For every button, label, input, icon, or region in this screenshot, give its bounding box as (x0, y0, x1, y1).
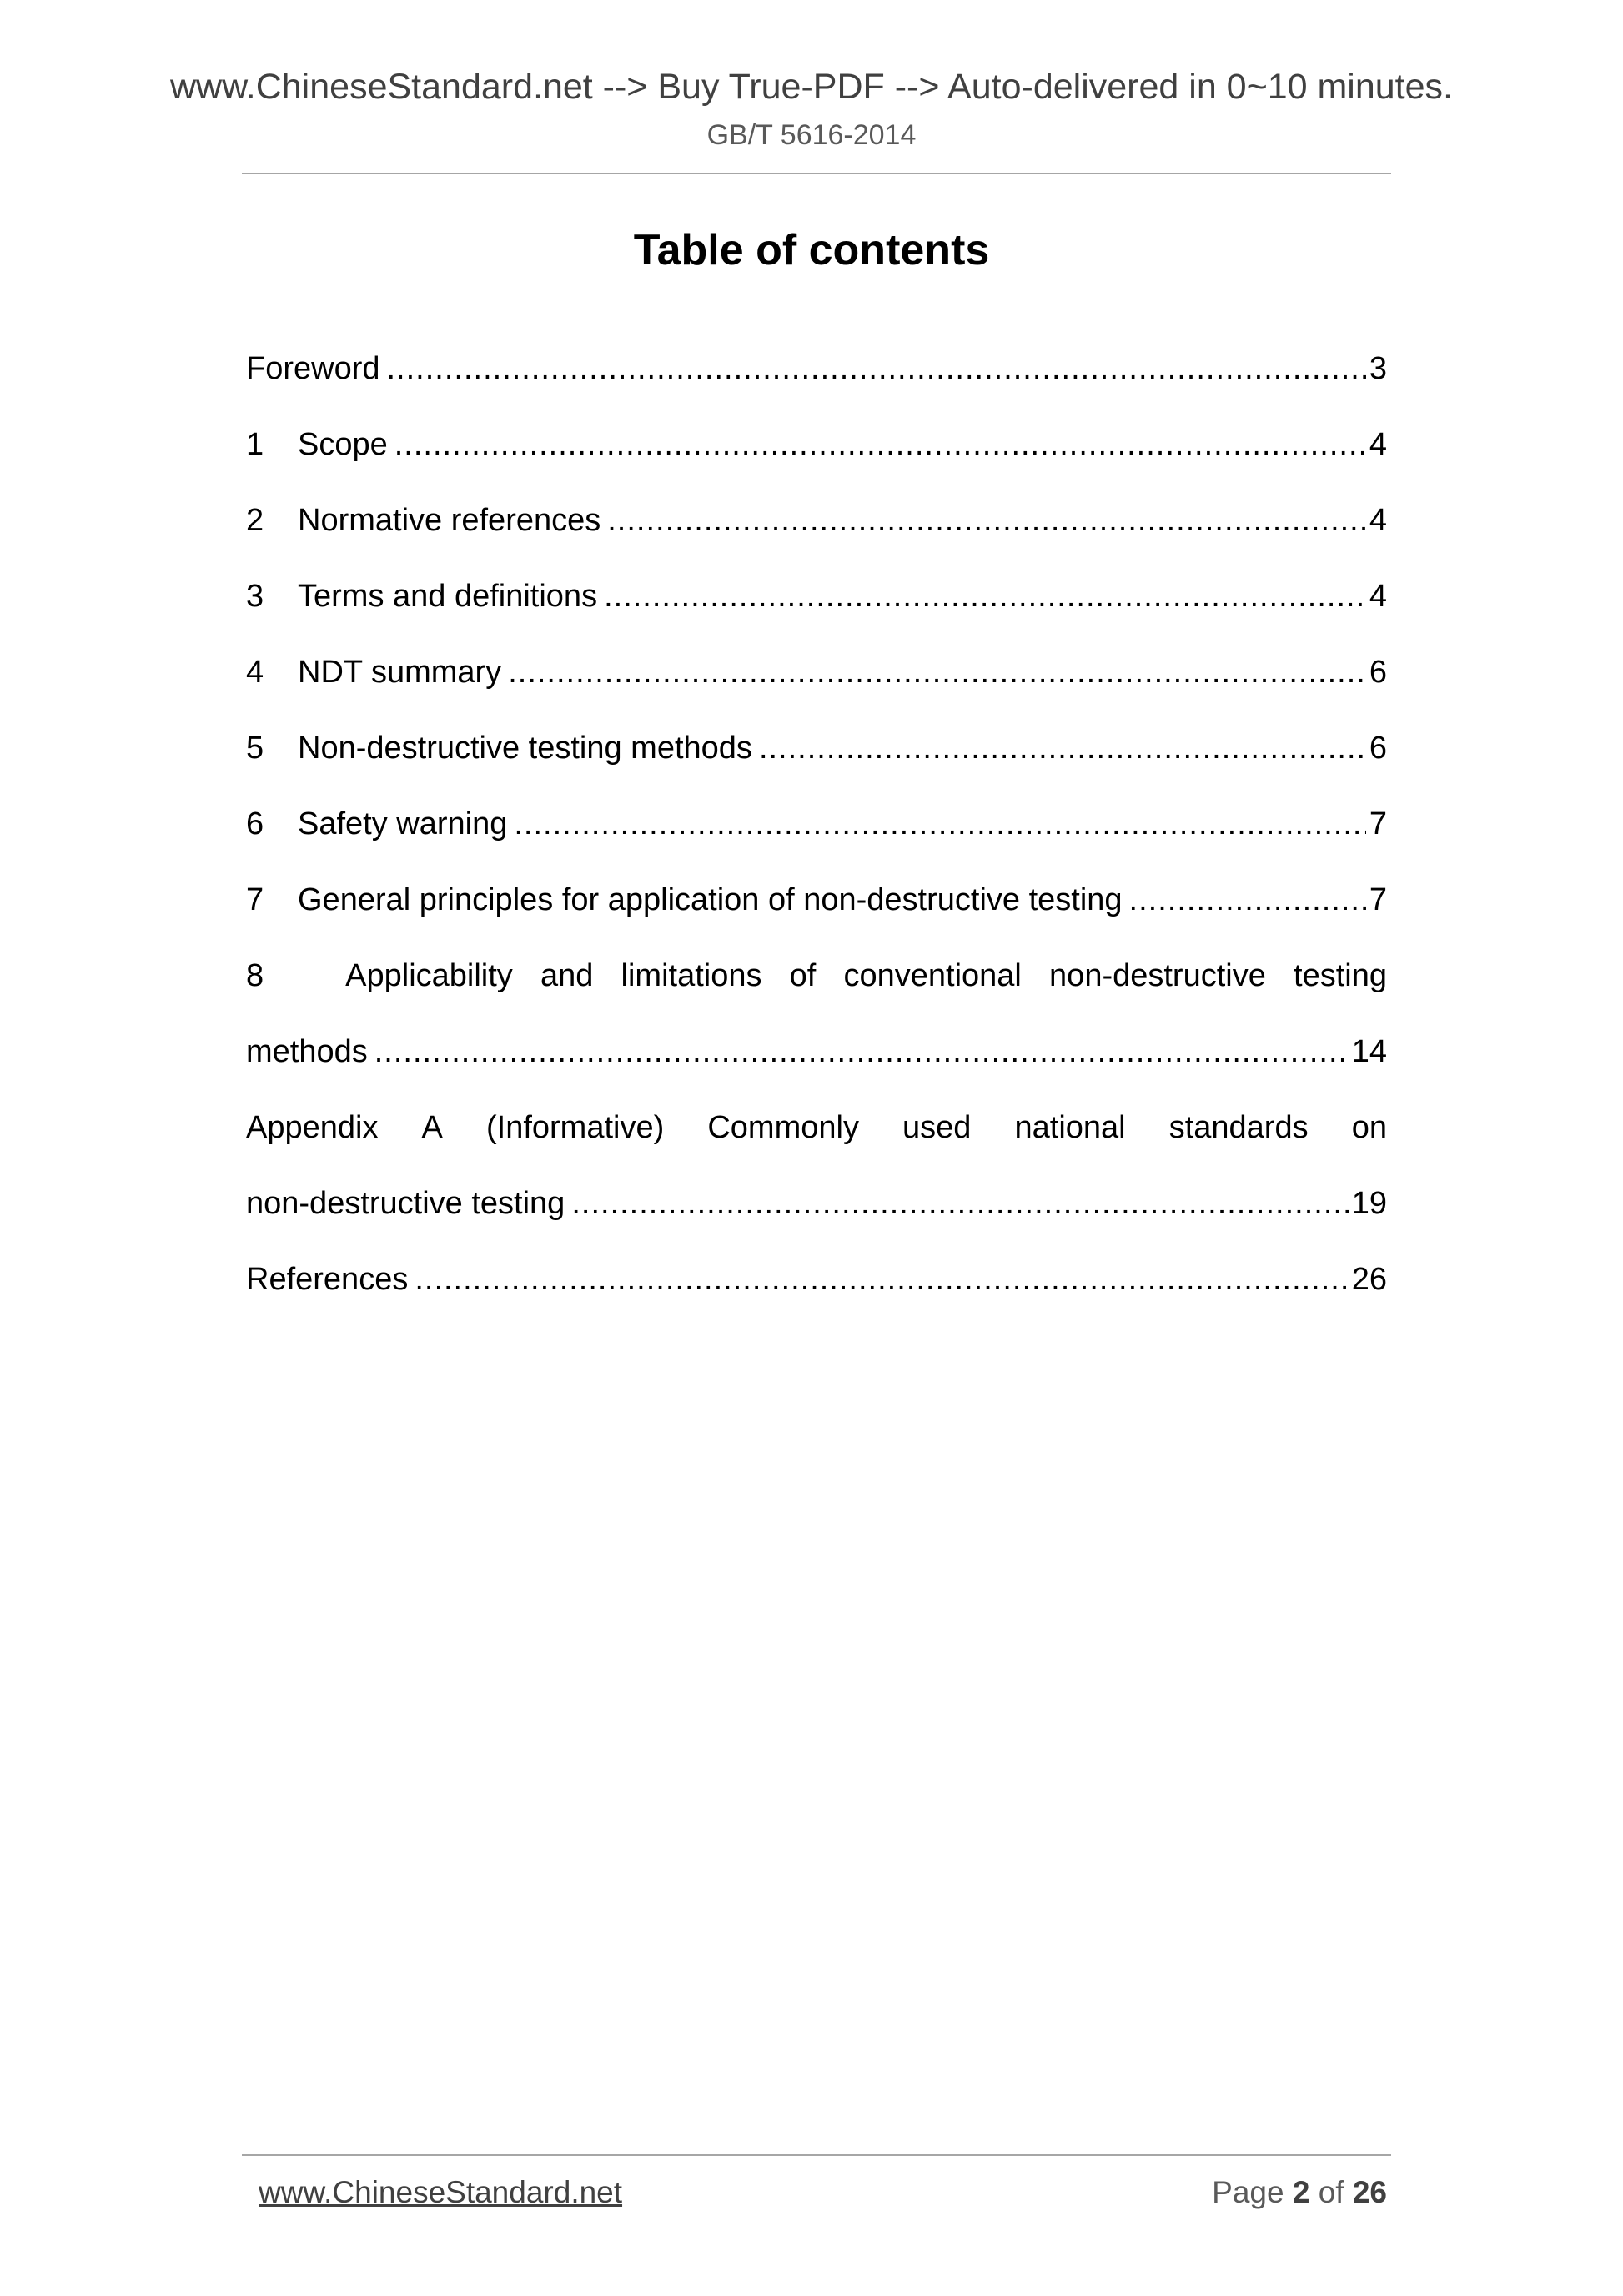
toc-leader-dots (415, 1256, 1348, 1303)
page-total: 26 (1352, 2175, 1387, 2209)
toc-entry-text: References (246, 1262, 409, 1297)
toc-entry-text: Terms and definitions (298, 579, 598, 614)
toc-leader-dots (508, 649, 1366, 696)
toc-entry-word: non-destructive (1049, 958, 1266, 993)
toc-entry-word: and (540, 958, 594, 993)
toc-entry-word: Appendix (246, 1110, 379, 1145)
toc-entry-applicability-line1[interactable] (246, 952, 1387, 999)
toc-entry-foreword[interactable] (246, 345, 1387, 392)
page-indicator (1212, 2172, 1387, 2213)
toc-entry-text: General principles for application of non-destructive testing (298, 882, 1123, 917)
toc-entry-text: NDT summary (298, 655, 502, 690)
site-banner: www.ChineseStandard.net --> Buy True-PDF --> Auto-delivered in 0~10 minutes. (169, 67, 1453, 107)
toc-entry-text: non-destructive testing (246, 1186, 565, 1221)
toc-entry-appendix-a-line1[interactable] (246, 1104, 1387, 1151)
toc-entry-word: used (902, 1110, 972, 1145)
toc-entry-number: 1 (246, 427, 264, 462)
toc-entry-scope[interactable] (246, 421, 1387, 468)
toc-entry-number: 5 (246, 731, 264, 766)
toc-entry-text: Safety warning (298, 806, 508, 842)
page-of: of (1318, 2175, 1344, 2209)
toc-entry-word: testing (1294, 958, 1387, 993)
toc-entry-page: 14 (1351, 1034, 1387, 1069)
page-title: Table of contents (633, 226, 990, 274)
toc-entry-page: 6 (1369, 655, 1387, 690)
toc-entry-word: conventional (843, 958, 1022, 993)
toc-entry-safety-warning[interactable] (246, 801, 1387, 847)
toc-entry-number: 6 (246, 806, 264, 842)
toc-entry-number: 2 (246, 503, 264, 538)
toc-entry-word: of (789, 958, 817, 993)
toc-entry-word: national (1014, 1110, 1126, 1145)
toc-entry-number: 3 (246, 579, 264, 614)
toc-entry-text: Scope (298, 427, 388, 462)
toc-leader-dots (571, 1180, 1348, 1227)
toc-entry-page: 19 (1351, 1186, 1387, 1221)
toc-leader-dots (759, 725, 1366, 771)
toc-entry-normative-references[interactable] (246, 497, 1387, 544)
toc-leader-dots (604, 573, 1366, 620)
footer-site-link[interactable]: www.ChineseStandard.net (259, 2175, 623, 2209)
toc-entry-word: Commonly (707, 1110, 859, 1145)
toc-entry-general-principles[interactable] (246, 877, 1387, 923)
toc-entry-applicability-line2[interactable] (246, 1028, 1387, 1075)
header-divider (242, 173, 1391, 174)
toc-entry-page: 6 (1369, 731, 1387, 766)
toc-entry-page: 4 (1369, 427, 1387, 462)
standard-code: GB/T 5616-2014 (706, 119, 917, 151)
toc-entry-word: on (1351, 1110, 1387, 1145)
toc-leader-dots (514, 801, 1365, 847)
toc-entry-references[interactable] (246, 1256, 1387, 1303)
toc-entry-word: limitations (621, 958, 762, 993)
toc-entry-page: 3 (1369, 351, 1387, 386)
toc-entry-text: Normative references (298, 503, 601, 538)
toc-entry-appendix-a-line2[interactable] (246, 1180, 1387, 1227)
footer-divider (242, 2154, 1391, 2156)
toc-entry-page: 7 (1369, 882, 1387, 917)
page-current: 2 (1292, 2175, 1310, 2209)
toc-entry-word: (Informative) (485, 1110, 665, 1145)
toc-entry-ndt-summary[interactable] (246, 649, 1387, 696)
toc-entry-word: A (421, 1110, 443, 1145)
toc-leader-dots (387, 345, 1366, 392)
toc-entry-text: Non-destructive testing methods (298, 731, 752, 766)
page-prefix: Page (1212, 2175, 1284, 2209)
toc-entry-text: methods (246, 1034, 368, 1069)
toc-entry-word: standards (1168, 1110, 1309, 1145)
toc-entry-text: Foreword (246, 351, 380, 386)
toc-entry-number: 4 (246, 655, 264, 690)
toc-entry-number: 8 (246, 958, 264, 993)
toc-entry-word: Applicability (345, 958, 513, 993)
toc-leader-dots (607, 497, 1366, 544)
toc-entry-page: 7 (1369, 806, 1387, 842)
toc-leader-dots (394, 421, 1366, 468)
toc-entry-page: 4 (1369, 579, 1387, 614)
toc-entry-number: 7 (246, 882, 264, 917)
toc-entry-ndt-methods[interactable] (246, 725, 1387, 771)
toc-entry-page: 26 (1351, 1262, 1387, 1297)
toc-leader-dots (374, 1028, 1349, 1075)
toc-entry-page: 4 (1369, 503, 1387, 538)
toc-leader-dots (1129, 877, 1366, 923)
toc-entry-terms-and-definitions[interactable] (246, 573, 1387, 620)
